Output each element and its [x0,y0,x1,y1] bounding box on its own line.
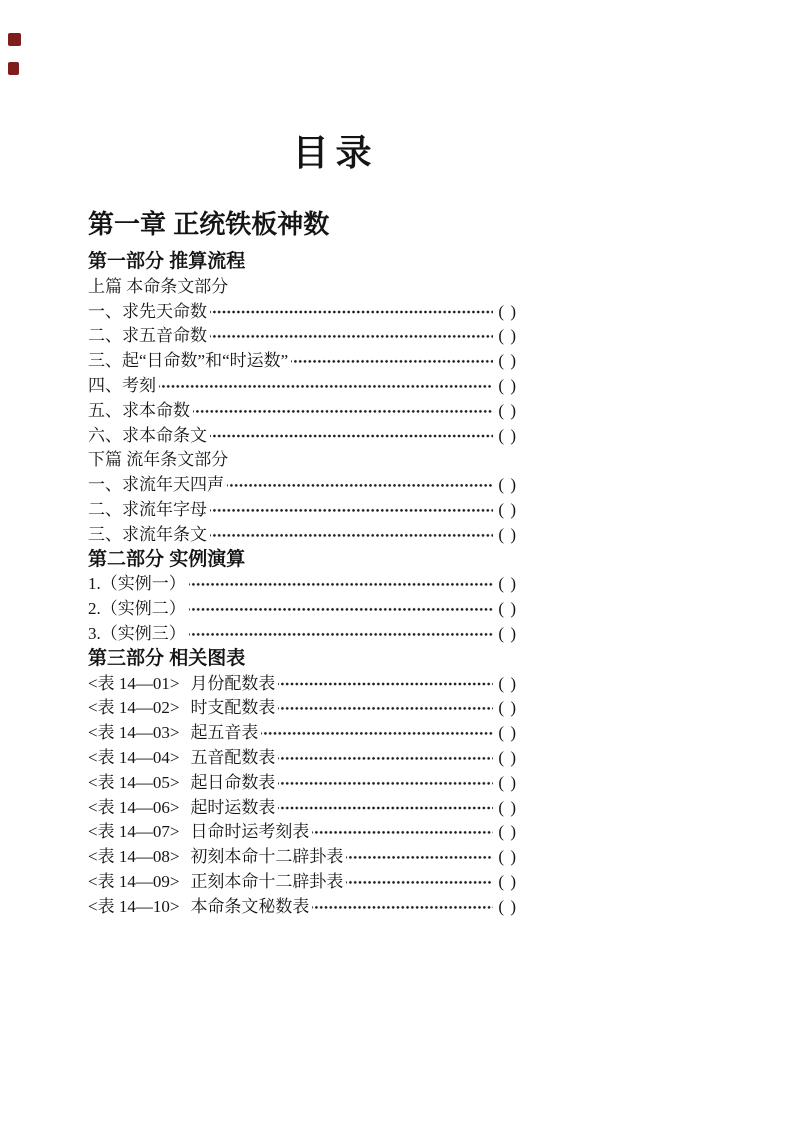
table-tag: <表 14—03> [88,723,180,743]
dot-leader [227,473,493,498]
dot-leader [291,349,493,374]
page-title: 目录 [292,132,379,173]
page-number-placeholder: ( ) [498,326,517,346]
table-name: 月份配数表 [190,673,276,693]
section-heading: 第一部分 推算流程 [88,251,246,272]
table-tag: <表 14—07> [88,822,180,842]
page-number-placeholder: ( ) [498,698,517,718]
table-name: 正刻本命十二辟卦表 [190,871,344,891]
page-number-placeholder: ( ) [498,499,517,519]
entry-label: 二、求流年字母 [88,499,207,519]
table-tag: <表 14—05> [88,772,180,792]
page-number-placeholder: ( ) [498,475,517,495]
entry-label: 1.（实例一） [88,574,186,594]
toc-entry [88,870,517,895]
entry-label: 3.（实例三） [88,623,186,643]
dot-leader [278,796,493,821]
toc-entry [88,895,517,920]
dot-leader [346,845,493,870]
toc-entry [88,796,517,821]
section-heading: 第二部分 实例演算 [88,548,246,570]
table-tag: <表 14—02> [88,698,180,718]
dot-leader [312,895,493,920]
page-number-placeholder: ( ) [498,797,517,817]
dot-leader [261,721,493,746]
page-number-placeholder: ( ) [498,896,517,916]
table-name: 起五音表 [190,723,259,743]
page-number-placeholder: ( ) [498,822,517,842]
red-ink-mark [8,33,21,46]
entry-label: 一、求流年天四声 [88,475,224,495]
dot-leader [189,597,494,622]
toc-entry [88,399,517,424]
toc-entry [88,597,517,622]
table-tag: <表 14—01> [88,673,180,693]
page-number-placeholder: ( ) [498,400,517,420]
dot-leader [278,672,493,697]
page-number-placeholder: ( ) [498,301,517,321]
toc-entry [88,473,517,498]
page-number-placeholder: ( ) [498,574,517,594]
dot-leader [278,746,493,771]
entry-label: 一、求先天命数 [88,301,207,321]
dot-leader [312,820,493,845]
toc-entry [88,771,517,796]
dot-leader [210,424,493,449]
entry-label: 二、求五音命数 [88,326,207,346]
page-number-placeholder: ( ) [498,747,517,767]
table-tag: <表 14—08> [88,847,180,867]
table-name: 起时运数表 [190,797,276,817]
toc-entry [88,498,517,523]
dot-leader [210,498,493,523]
red-ink-mark [8,62,19,75]
page-number-placeholder: ( ) [498,599,517,619]
toc-entry [88,572,517,597]
dot-leader [210,324,493,349]
page-number-placeholder: ( ) [498,375,517,395]
dot-leader [193,399,493,424]
entry-label: 2.（实例二） [88,599,186,619]
table-name: 五音配数表 [190,747,276,767]
entry-label: 五、求本命数 [88,400,190,420]
toc-entry [88,672,517,697]
page-number-placeholder: ( ) [498,425,517,445]
table-name: 初刻本命十二辟卦表 [190,847,344,867]
toc-entry [88,349,517,374]
dot-leader [189,622,494,647]
toc-entry [88,820,517,845]
entry-label: 六、求本命条文 [88,425,207,445]
chapter-heading: 第一章 正统铁板神数 [88,209,330,239]
table-tag: <表 14—10> [88,896,180,916]
entry-label: 三、求流年条文 [88,524,207,544]
table-name: 起日命数表 [190,772,276,792]
entry-label: 四、考刻 [88,375,156,395]
entry-label: 三、起“日命数”和“时运数” [88,351,289,371]
page-number-placeholder: ( ) [498,723,517,743]
table-tag: <表 14—06> [88,797,180,817]
dot-leader [210,300,493,325]
toc-entry [88,746,517,771]
dot-leader [346,870,493,895]
table-name: 日命时运考刻表 [190,822,310,842]
dot-leader [278,771,493,796]
page-number-placeholder: ( ) [498,623,517,643]
toc-entry [88,424,517,449]
toc-entry [88,523,517,548]
table-tag: <表 14—04> [88,747,180,767]
dot-leader [159,374,493,399]
toc-entry [88,696,517,721]
page-number-placeholder: ( ) [498,351,517,371]
toc-body [88,250,517,920]
dot-leader [189,572,494,597]
page-number-placeholder: ( ) [498,871,517,891]
toc-entry [88,845,517,870]
dot-leader [278,696,493,721]
toc-entry [88,721,517,746]
toc-entry [88,622,517,647]
page-number-placeholder: ( ) [498,847,517,867]
table-name: 时支配数表 [190,698,276,718]
section-heading: 第三部分 相关图表 [88,647,246,669]
dot-leader [210,523,493,548]
page-number-placeholder: ( ) [498,772,517,792]
toc-entry [88,324,517,349]
page-number-placeholder: ( ) [498,524,517,544]
subsection-heading: 上篇 本命条文部分 [88,276,229,296]
table-tag: <表 14—09> [88,871,180,891]
toc-entry [88,300,517,325]
table-name: 本命条文秘数表 [190,896,310,916]
subsection-heading: 下篇 流年条文部分 [88,450,229,470]
toc-entry [88,374,517,399]
page-number-placeholder: ( ) [498,673,517,693]
